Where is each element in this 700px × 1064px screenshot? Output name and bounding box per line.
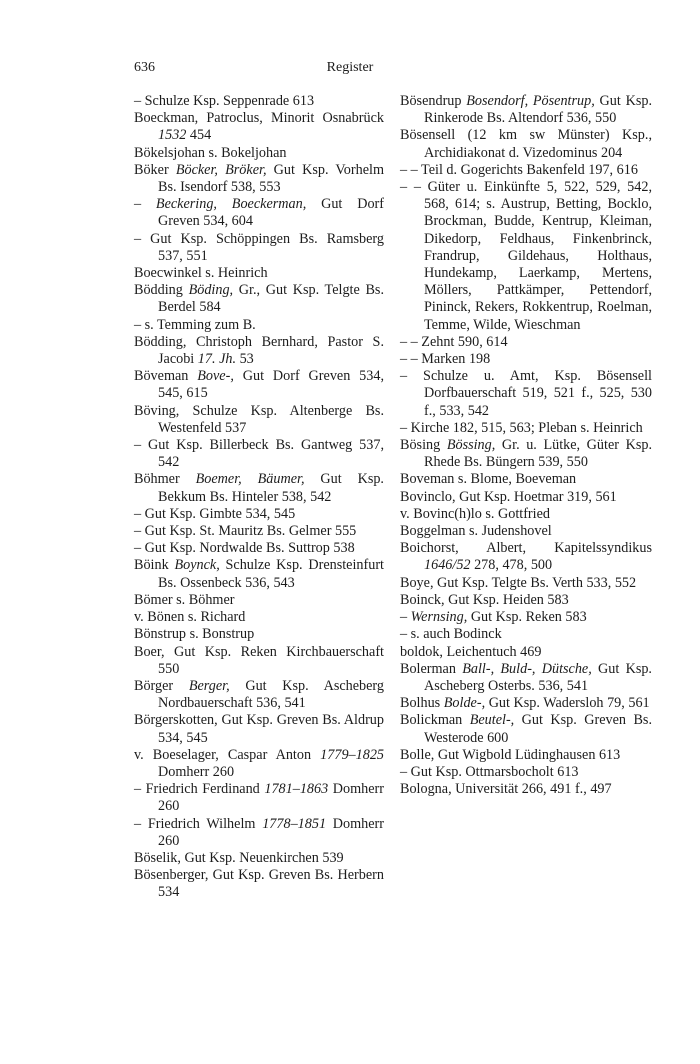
index-entry: Boer, Gut Ksp. Reken Kirchbauerschaft 550 — [134, 643, 384, 677]
index-entry: Bologna, Universität 266, 491 f., 497 — [400, 781, 612, 798]
index-entry: Boecwinkel s. Heinrich — [134, 265, 268, 282]
index-entry: – Gut Ksp. Nordwalde Bs. Suttrop 538 — [134, 540, 355, 557]
index-entry: Bönstrup s. Bonstrup — [134, 626, 255, 643]
index-entry: Boichorst, Albert, Kapitelssyndikus 1646/52 278, 478, 500 — [400, 540, 652, 574]
index-entry: boldok, Leichentuch 469 — [400, 643, 542, 660]
index-entry: Bolickman Beutel-, Gut Ksp. Greven Bs. Westerode 600 — [400, 712, 652, 746]
index-entry: Bolle, Gut Wigbold Lüdinghausen 613 — [400, 746, 621, 763]
index-entry: – Beckering, Boeckerman, Gut Dorf Greven 534, 604 — [134, 196, 384, 230]
index-entry: Bolhus Bolde-, Gut Ksp. Wadersloh 79, 561 — [400, 695, 650, 712]
index-entry: – Gut Ksp. Billerbeck Bs. Gantweg 537, 542 — [134, 437, 384, 471]
index-entry: v. Boeselager, Caspar Anton 1779–1825 Domherr 260 — [134, 746, 384, 780]
index-entry: Böink Boynck, Schulze Ksp. Drensteinfurt Bs. Ossenbeck 536, 543 — [134, 557, 384, 591]
index-entry: – Gut Ksp. Gimbte 534, 545 — [134, 505, 296, 522]
index-entry: Bolerman Ball-, Buld-, Dütsche, Gut Ksp. Ascheberg Osterbs. 536, 541 — [400, 660, 652, 694]
left-column — [134, 93, 384, 902]
index-entry: Boye, Gut Ksp. Telgte Bs. Verth 533, 552 — [400, 574, 637, 591]
index-entry: – Gut Ksp. Ottmarsbocholt 613 — [400, 763, 579, 780]
index-entry: – Schulze Ksp. Seppenrade 613 — [134, 93, 315, 109]
page-number: 636 — [134, 60, 155, 75]
index-entry: Bösing Bössing, Gr. u. Lütke, Güter Ksp. Rhede Bs. Büngern 539, 550 — [400, 437, 652, 471]
index-entry: – Friedrich Ferdinand 1781–1863 Domherr 260 — [134, 781, 384, 815]
index-entry: Böker Böcker, Bröker, Gut Ksp. Vorhelm Bs. Isendorf 538, 553 — [134, 161, 384, 196]
index-entry: Bösendrup Bosendorf, Pösentrup, Gut Ksp. Rinkerode Bs. Altendorf 536, 550 — [400, 93, 652, 127]
index-entry: – Schulze u. Amt, Ksp. Bösensell Dorfbauerschaft 519, 521 f., 525, 530 f., 533, 542 — [400, 368, 652, 419]
index-entry: – – Zehnt 590, 614 — [400, 333, 508, 350]
index-entry: Bödding, Christoph Bernhard, Pastor S. Jacobi 17. Jh. 53 — [134, 333, 384, 368]
index-entry: Bökelsjohan s. Bokeljohan — [134, 144, 287, 161]
right-column — [400, 93, 652, 798]
index-entry: Boeckman, Patroclus, Minorit Osnabrück 1532 454 — [134, 110, 384, 144]
running-title: Register — [326, 60, 374, 75]
index-entry: Bödding Böding, Gr., Gut Ksp. Telgte Bs. Berdel 584 — [134, 282, 384, 316]
index-entry: Böselik, Gut Ksp. Neuenkirchen 539 — [134, 849, 344, 866]
index-entry: v. Bönen s. Richard — [134, 609, 246, 626]
index-entry: – Gut Ksp. St. Mauritz Bs. Gelmer 555 — [134, 523, 357, 540]
index-entry: Böving, Schulze Ksp. Altenberge Bs. Westenfeld 537 — [134, 402, 384, 436]
index-entry: Böveman Bove-, Gut Dorf Greven 534, 545, 615 — [134, 368, 385, 402]
index-entry: – s. Temming zum B. — [134, 316, 256, 333]
index-entry: Bömer s. Böhmer — [134, 591, 235, 608]
index-entry: – s. auch Bodinck — [400, 626, 502, 643]
index-entry: – Wernsing, Gut Ksp. Reken 583 — [400, 609, 587, 626]
index-entry: Börger Berger, Gut Ksp. Ascheberg Nordbauerschaft 536, 541 — [134, 677, 384, 712]
index-entry: Boggelman s. Judenshovel — [400, 523, 552, 540]
index-entry: – – Teil d. Gogerichts Bakenfeld 197, 616 — [400, 161, 638, 178]
index-entry: – – Marken 198 — [400, 351, 491, 368]
index-entry: – Gut Ksp. Schöppingen Bs. Ramsberg 537, 551 — [134, 230, 384, 264]
index-entry: Bösensell (12 km sw Münster) Ksp., Archidiakonat d. Vizedominus 204 — [400, 127, 652, 161]
index-entry: Boinck, Gut Ksp. Heiden 583 — [400, 591, 569, 608]
index-entry: – Friedrich Wilhelm 1778–1851 Domherr 260 — [134, 815, 385, 849]
page-header — [0, 60, 700, 80]
index-entry: Bösenberger, Gut Ksp. Greven Bs. Herbern 534 — [134, 867, 384, 901]
index-entry: Böhmer Boemer, Bäumer, Gut Ksp. Bekkum Bs. Hinteler 538, 542 — [134, 471, 384, 505]
index-entry: Börgerskotten, Gut Ksp. Greven Bs. Aldrup 534, 545 — [134, 712, 384, 746]
index-entry: Bovinclo, Gut Ksp. Hoetmar 319, 561 — [400, 488, 617, 505]
index-entry: Boveman s. Blome, Boeveman — [400, 471, 577, 488]
index-entry: – – Güter u. Einkünfte 5, 522, 529, 542, 568, 614; s. Austrup, Betting, Bocklo, Brockman, Budde, Kentrup, Kleiman, Dikedorp, Feldhaus, Finkenbrinck, Frandrup, Gildehaus, Holthaus, Hundekamp, Laerkamp, Mertens, Möllers, Pattkämper, Pettendorf, Pininck, Rekers, Rokkentrup, Roelman, Temme, Wilde, Wieschman — [400, 179, 652, 333]
index-entry: – Kirche 182, 515, 563; Pleban s. Heinrich — [400, 419, 643, 436]
index-entry: v. Bovinc(h)lo s. Gottfried — [400, 505, 550, 522]
